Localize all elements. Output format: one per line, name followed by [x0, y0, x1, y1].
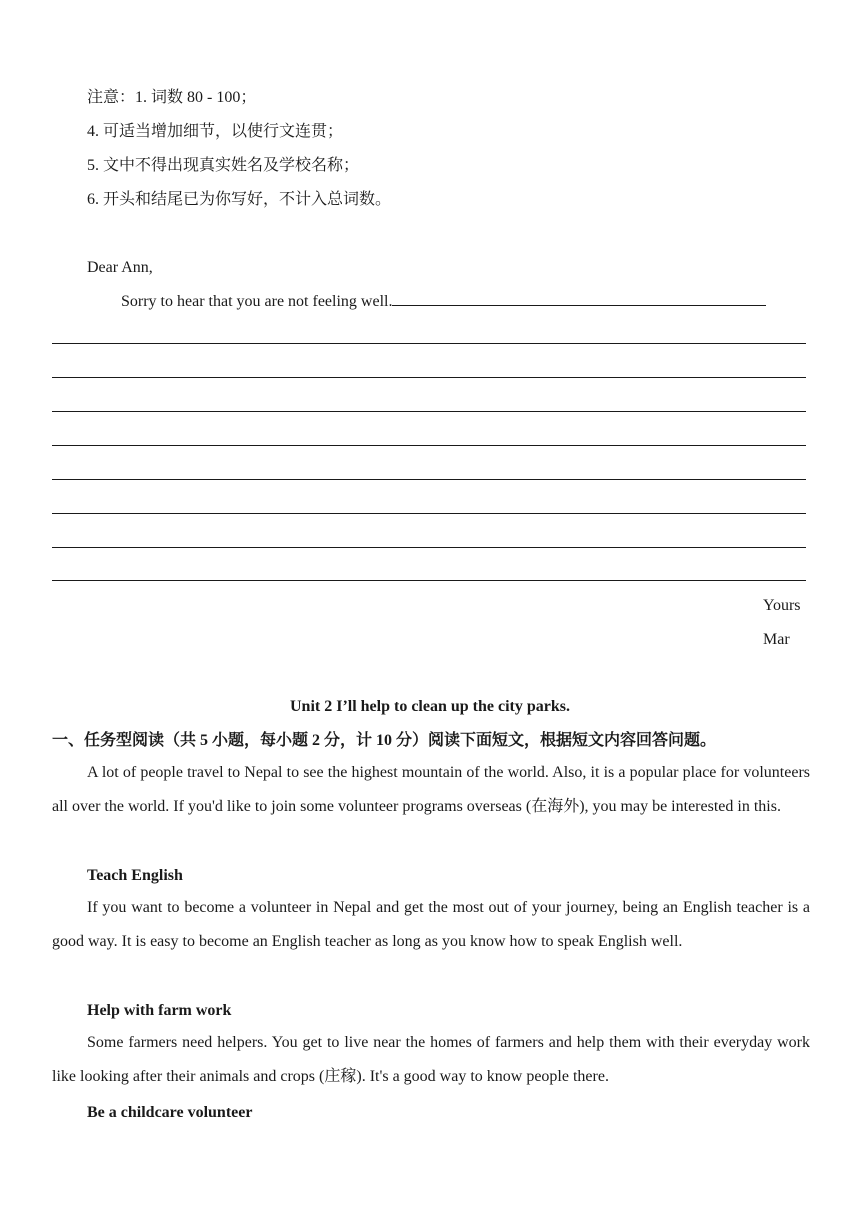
heading-childcare: Be a childcare volunteer: [87, 1104, 253, 1121]
letter-greeting: Dear Ann,: [87, 259, 153, 276]
answer-line: [52, 580, 806, 581]
answer-line: [52, 343, 806, 344]
paragraph-teach-english: If you want to become a volunteer in Nepal and get the most out of your journey, being an English teacher is a good way. It is easy to become an English teacher as long as you know how to speak English well.: [52, 899, 810, 950]
answer-line: [52, 479, 806, 480]
section-heading: 一、任务型阅读（共 5 小题，每小题 2 分，计 10 分）阅读下面短文，根据短文内容回答问题。: [52, 732, 717, 749]
note-word-count: 注意：1. 词数 80 - 100；: [87, 89, 257, 106]
heading-teach-english: Teach English: [87, 867, 183, 884]
letter-signature: Mar: [763, 631, 790, 648]
answer-line: [52, 377, 806, 378]
letter-opening-text: Sorry to hear that you are not feeling well.: [121, 293, 393, 310]
answer-line: [52, 445, 806, 446]
note-opening-closing: 6. 开头和结尾已为你写好，不计入总词数。: [87, 191, 392, 208]
answer-line: [52, 513, 806, 514]
paragraph-farm-work: Some farmers need helpers. You get to live near the homes of farmers and help them with their everyday work like looking after their animals and crops (庄稼). It's a good way to know people there.: [52, 1034, 810, 1085]
letter-opening-line: [121, 292, 766, 312]
answer-line: [52, 411, 806, 412]
note-details: 4. 可适当增加细节，以使行文连贯；: [87, 123, 344, 140]
intro-paragraph: A lot of people travel to Nepal to see the highest mountain of the world. Also, it is a popular place for volunteers all over the world. If you'd like to join some volunteer programs overseas (在海外), you may be interested in this.: [52, 764, 810, 815]
note-no-names: 5. 文中不得出现真实姓名及学校名称；: [87, 157, 360, 174]
heading-farm-work: Help with farm work: [87, 1002, 232, 1019]
answer-blank: [392, 305, 766, 306]
unit-title: Unit 2 I’ll help to clean up the city parks.: [289, 698, 570, 715]
letter-closing: Yours: [763, 597, 801, 614]
answer-line: [52, 547, 806, 548]
